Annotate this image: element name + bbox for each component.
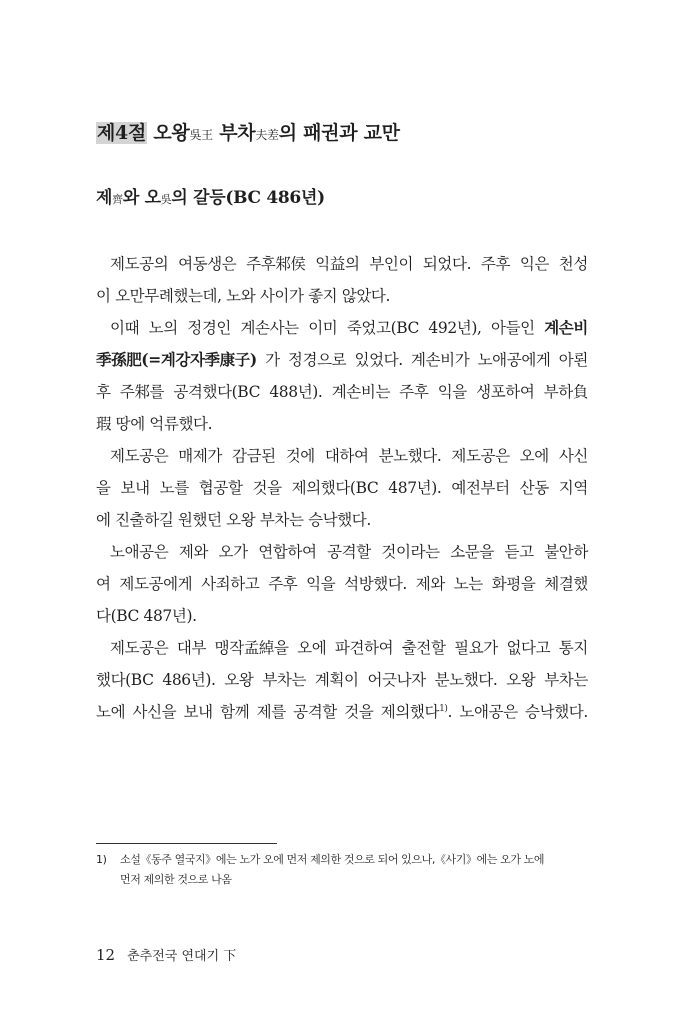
word: 출전할 <box>401 639 446 657</box>
word: 제도공에게 <box>119 575 193 593</box>
word: 감금된 <box>232 447 276 465</box>
subsection-part2-hanja: 吳 <box>160 193 172 206</box>
word: 486년). <box>162 671 216 689</box>
word: 주후邾侯 <box>246 255 306 273</box>
word: 오왕 <box>506 671 536 689</box>
word: 공격할 <box>327 543 371 561</box>
word: 주후 <box>399 383 429 401</box>
word: 노를 <box>159 479 189 497</box>
word: 제도공은 <box>110 639 169 657</box>
subsection-part1: 제 <box>96 188 113 208</box>
word: 함께 <box>220 703 250 721</box>
word: 제의했다 <box>380 703 440 721</box>
word: 여동생은 <box>178 255 237 273</box>
line-text: 다(BC 487년). <box>96 607 197 625</box>
word: 제를 <box>256 703 286 721</box>
section-number: 제4절 <box>97 122 147 144</box>
paragraph-3-line-3 <box>96 504 588 536</box>
word: 것이라는 <box>381 543 440 561</box>
word: 죽었고(BC <box>346 319 419 337</box>
word: 보내 <box>183 703 213 721</box>
paragraph-4-line-1 <box>96 536 588 568</box>
word: 대하여 <box>324 447 369 465</box>
word: 생포하여 <box>476 383 535 401</box>
word: 492년), <box>428 319 482 337</box>
section-name-hanja: 吳王 <box>189 128 213 142</box>
word: 제의했다(BC <box>291 479 379 497</box>
word: 천성 <box>558 255 588 273</box>
word: 부하負 <box>543 383 588 401</box>
word: 분노했다. <box>434 671 498 689</box>
footnote-ref[interactable]: 1) <box>439 704 448 714</box>
word: 부차는 <box>262 671 307 689</box>
word: 산동 <box>519 479 549 497</box>
section-name2-ko: 부차 <box>219 122 256 144</box>
word: 분노했다. <box>378 447 442 465</box>
subsection-rest: 의 갈등(BC 486년) <box>171 188 325 208</box>
word: 있었다. <box>354 351 403 369</box>
paragraph-4-line-2 <box>96 568 588 600</box>
word: 주후 <box>480 255 511 273</box>
word: 가 <box>265 351 280 369</box>
section-title-rest: 의 패권과 교만 <box>278 122 400 144</box>
word: 488년). <box>269 383 323 401</box>
word: 아뢴 <box>558 351 588 369</box>
word: 노애공은 <box>110 543 169 561</box>
word: 오에 <box>519 447 549 465</box>
paragraph-1-line-1 <box>96 248 588 280</box>
word: 대부 <box>176 639 207 657</box>
word: 노는 <box>453 575 483 593</box>
word: 불안하 <box>544 543 588 561</box>
paragraph-5-line-1 <box>96 632 588 664</box>
word: 여 <box>96 575 111 593</box>
word: 협공할 <box>198 479 243 497</box>
section-title <box>96 118 400 145</box>
word: 오왕 <box>224 671 254 689</box>
footnote-first-line <box>96 850 588 870</box>
line-text: 瑕 땅에 억류했다. <box>96 415 213 433</box>
word: 익益의 <box>315 255 360 273</box>
subsection-title <box>96 183 325 208</box>
word: 익을 <box>437 383 467 401</box>
page-footer <box>96 945 236 964</box>
word: 것에 <box>285 447 315 465</box>
word: 어긋나자 <box>367 671 426 689</box>
word: 지역 <box>558 479 588 497</box>
footnote-text-2: 먼저 제의한 것으로 나옴 <box>120 873 232 886</box>
word: 후 <box>96 383 111 401</box>
period: . <box>447 703 453 721</box>
word: 맹작孟綽을 <box>214 639 289 657</box>
word: 소문을 <box>450 543 494 561</box>
paragraph-2-line-3 <box>96 376 588 408</box>
word: 화평을 <box>491 575 536 593</box>
word: 오에 <box>297 639 327 657</box>
section-name-ko: 오왕 <box>153 122 190 144</box>
word: 연합하여 <box>258 543 317 561</box>
word: 듣고 <box>504 543 534 561</box>
footnote-divider <box>96 843 277 844</box>
paragraph-5-line-2 <box>96 664 588 696</box>
paragraph-2-line-4 <box>96 408 588 440</box>
word: 공격했다(BC <box>173 383 261 401</box>
word: 제와 <box>178 543 208 561</box>
word: 석방했다. <box>344 575 407 593</box>
word: 계손비는 <box>331 383 391 401</box>
word: 주후 <box>268 575 298 593</box>
word: 정경으로 <box>287 351 347 369</box>
word: 노애공은 <box>459 703 518 721</box>
line-text: 에 진출하길 원했던 오왕 부차는 승낙했다. <box>96 511 371 529</box>
section-name2-hanja: 夫差 <box>255 128 279 142</box>
word: 되었다. <box>422 255 472 273</box>
word: 을 <box>96 479 111 497</box>
page-number: 12 <box>96 946 116 964</box>
word: 했다(BC <box>96 671 154 689</box>
word: 승낙했다. <box>525 703 588 721</box>
word: 사신을 <box>132 703 177 721</box>
word: 제와 <box>415 575 445 593</box>
body-text <box>96 248 588 728</box>
word: 부인이 <box>369 255 414 273</box>
subsection-part2: 와 오 <box>122 188 161 208</box>
paragraph-1-line-2 <box>96 280 588 312</box>
word: 매제가 <box>178 447 223 465</box>
word: 노에 <box>96 703 126 721</box>
word: 노애공에게 <box>477 351 551 369</box>
word: 익은 <box>519 255 549 273</box>
word: 필요가 <box>454 639 498 657</box>
word: 계획이 <box>314 671 359 689</box>
word: 통지 <box>558 639 588 657</box>
book-title: 춘추전국 연대기 下 <box>127 949 237 964</box>
word: 것을 <box>252 479 282 497</box>
word: 체결했 <box>544 575 588 593</box>
paragraph-4-line-3 <box>96 600 588 632</box>
bold-name: 계손비 <box>544 318 588 337</box>
footnote <box>96 850 588 890</box>
word: 이때 <box>110 319 140 337</box>
footnote-number: 1) <box>96 853 107 866</box>
word: 부차는 <box>544 671 588 689</box>
line-text: 이 오만무례했는데, 노와 사이가 좋지 않았다. <box>96 287 391 305</box>
paragraph-3-line-1 <box>96 440 588 472</box>
word: 노의 <box>148 319 178 337</box>
word: 없다고 <box>506 639 551 657</box>
word: 오가 <box>218 543 248 561</box>
word: 예전부터 <box>451 479 510 497</box>
paragraph-2-line-1 <box>96 312 588 344</box>
paragraph-3-line-2 <box>96 472 588 504</box>
word: 계손비가 <box>411 351 470 369</box>
word: 제도공은 <box>451 447 510 465</box>
footnote-text-1: 소설《동주 열국지》에는 노가 오에 먼저 제의한 것으로 되어 있으나,《사기》에는 오가 노에 <box>120 853 545 866</box>
word: 익을 <box>306 575 336 593</box>
word: 파견하여 <box>334 639 394 657</box>
word: 주邾를 <box>119 383 165 401</box>
word: 계손사는 <box>240 319 299 337</box>
word: 정경인 <box>187 319 231 337</box>
word-with-footnote <box>381 696 452 728</box>
word: 제도공의 <box>110 255 169 273</box>
paragraph-2-line-2 <box>96 344 588 376</box>
bold-name: 季孫肥(=계강자季康子) <box>96 350 257 369</box>
word: 사죄하고 <box>201 575 260 593</box>
word: 것을 <box>344 703 374 721</box>
word: 공격할 <box>293 703 337 721</box>
word: 보내 <box>120 479 150 497</box>
paragraph-5-line-3 <box>96 696 588 728</box>
word: 이미 <box>308 319 338 337</box>
word: 아들인 <box>491 319 535 337</box>
word: 사신 <box>558 447 588 465</box>
word: 제도공은 <box>110 447 169 465</box>
subsection-part1-hanja: 齊 <box>112 193 123 206</box>
word: 487년). <box>388 479 442 497</box>
